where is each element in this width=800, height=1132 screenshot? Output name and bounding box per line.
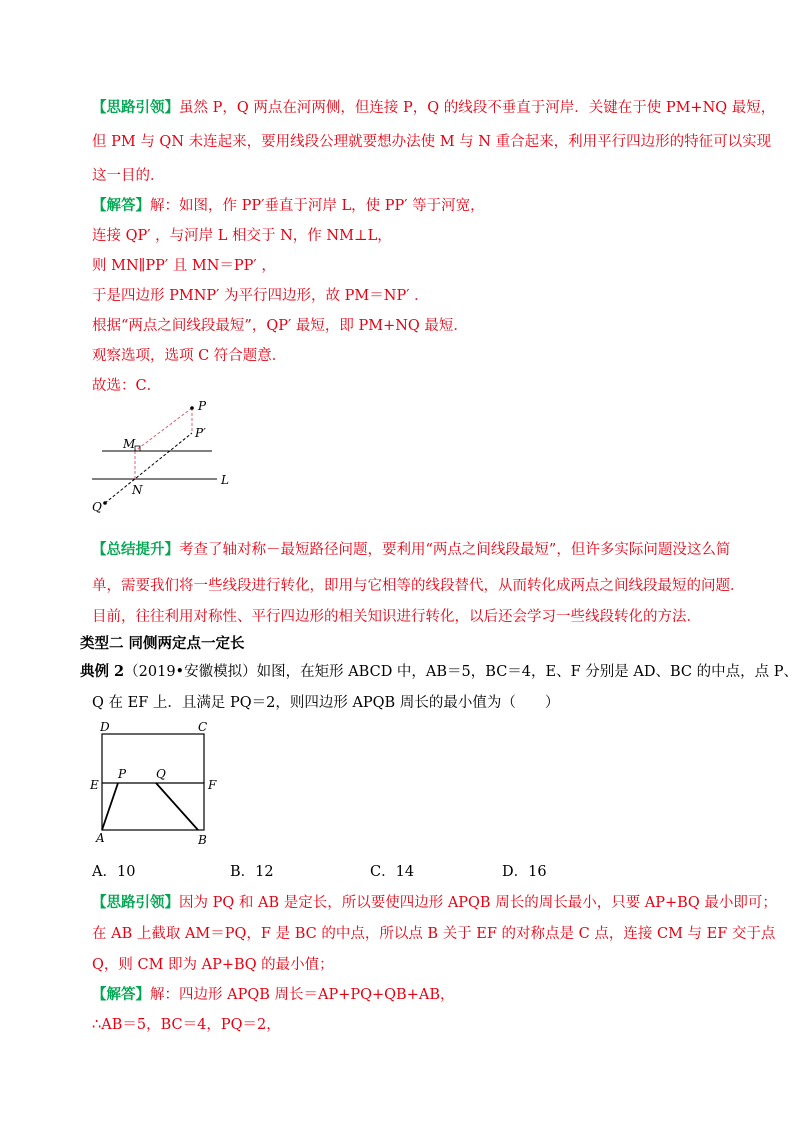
rectangle-diagram [88, 718, 218, 850]
summary-line-1 [92, 540, 752, 560]
option-c: C．14 [370, 864, 415, 880]
label-P: P [118, 767, 127, 781]
analysis2-line-2: 在 AB 上截取 AM＝PQ，F 是 BC 的中点，所以点 B 关于 EF 的对称点是 C 点，连接 CM 与 EF 交于点 [92, 926, 776, 942]
summary-text-1: 考查了轴对称－最短路径问题，要利用“两点之间线段最短”，但许多实际问题没这么简 [179, 542, 731, 558]
label-B: B [198, 833, 207, 847]
point-P [190, 406, 194, 410]
label-F: F [208, 778, 217, 792]
analysis2-line-3: Q，则 CM 即为 AP+BQ 的最小值； [92, 957, 334, 973]
answer-line-2: 连接 QP′ ，与河岸 L 相交于 N，作 NM⊥L， [92, 228, 392, 244]
analysis2-line-1 [92, 893, 777, 913]
answer-line-1 [92, 196, 752, 216]
analysis-tag: 【思路引领】 [92, 99, 179, 116]
answer-line-6: 观察选项，选项 C 符合题意． [92, 348, 287, 364]
answer-line-4: 于是四边形 PMNP′ 为平行四边形，故 PM＝NP′ ． [92, 288, 429, 304]
option-d: D．16 [502, 864, 547, 880]
label-D: D [100, 720, 110, 734]
answer2-tag: 【解答】 [92, 986, 150, 1003]
example2-tag: 典例 2 [80, 663, 125, 680]
option-a: A．10 [92, 864, 136, 880]
label-E: E [90, 778, 99, 792]
answer-line-3: 则 MN∥PP′ 且 MN＝PP′ ， [92, 258, 276, 274]
analysis2-tag: 【思路引领】 [92, 894, 179, 911]
answer-line-7: 故选：C． [92, 378, 162, 394]
answer-tag: 【解答】 [92, 197, 150, 214]
summary-line-2: 单，需要我们将一些线段进行转化，即用与它相等的线段替代，从而转化成两点之间线段最短的问题． [92, 578, 745, 594]
label-P: P [198, 399, 207, 413]
label-Q: Q [92, 500, 102, 514]
answer-line-5: 根据“两点之间线段最短”，QP′ 最短，即 PM+NQ 最短． [92, 318, 468, 334]
label-A: A [96, 831, 105, 845]
river-diagram [80, 395, 260, 520]
answer2-text-1: 解：四边形 APQB 周长＝AP+PQ+QB+AB， [150, 987, 455, 1003]
label-L: L [221, 473, 229, 487]
analysis-line-3: 这一目的． [92, 168, 165, 184]
analysis-line-2: 但 PM 与 QN 未连起来，要用线段公理就要想办法使 M 与 N 重合起来，利用平行四边形的特征可以实现 [92, 134, 772, 150]
type2-heading: 类型二 同侧两定点一定长 [80, 635, 245, 652]
answer2-line-2: ∴AB＝5，BC＝4，PQ＝2， [92, 1017, 281, 1033]
segment-QB [156, 783, 198, 830]
label-M: M [123, 437, 136, 451]
answer2-line-1 [92, 985, 752, 1005]
analysis-line-1 [92, 98, 776, 118]
analysis-text-1: 虽然 P，Q 两点在河两侧，但连接 P，Q 的线段不垂直于河岸．关键在于使 PM+NQ 最短， [179, 100, 776, 116]
answer-text-1: 解：如图，作 PP′垂直于河岸 L，使 PP′ 等于河宽， [150, 198, 485, 214]
segment-PM [135, 408, 192, 451]
example2-line-2: Q 在 EF 上．且满足 PQ＝2，则四边形 APQB 周长的最小值为（ ） [92, 695, 560, 711]
label-Q: Q [156, 767, 166, 781]
label-N: N [132, 483, 143, 497]
analysis2-text-1: 因为 PQ 和 AB 是定长，所以要使四边形 APQB 周长的周长最小，只要 AP+BQ 最小即可； [179, 895, 777, 911]
example2-text-1: （2019•安徽模拟）如图，在矩形 ABCD 中，AB＝5，BC＝4，E、F 分别是 AD、BC 的中点，点 P、 [124, 664, 798, 680]
segment-QP-prime [105, 433, 192, 503]
segment-AP [102, 783, 118, 830]
rectangle-ABCD [102, 734, 204, 830]
summary-tag: 【总结提升】 [92, 541, 179, 558]
summary-line-3: 目前，往往利用对称性、平行四边形的相关知识进行转化，以后还会学习一些线段转化的方法． [92, 609, 701, 625]
option-b: B．12 [230, 864, 274, 880]
example2-line-1 [80, 662, 798, 682]
label-C: C [198, 720, 208, 734]
point-Q [103, 501, 107, 505]
label-P-prime: P′ [195, 426, 206, 440]
